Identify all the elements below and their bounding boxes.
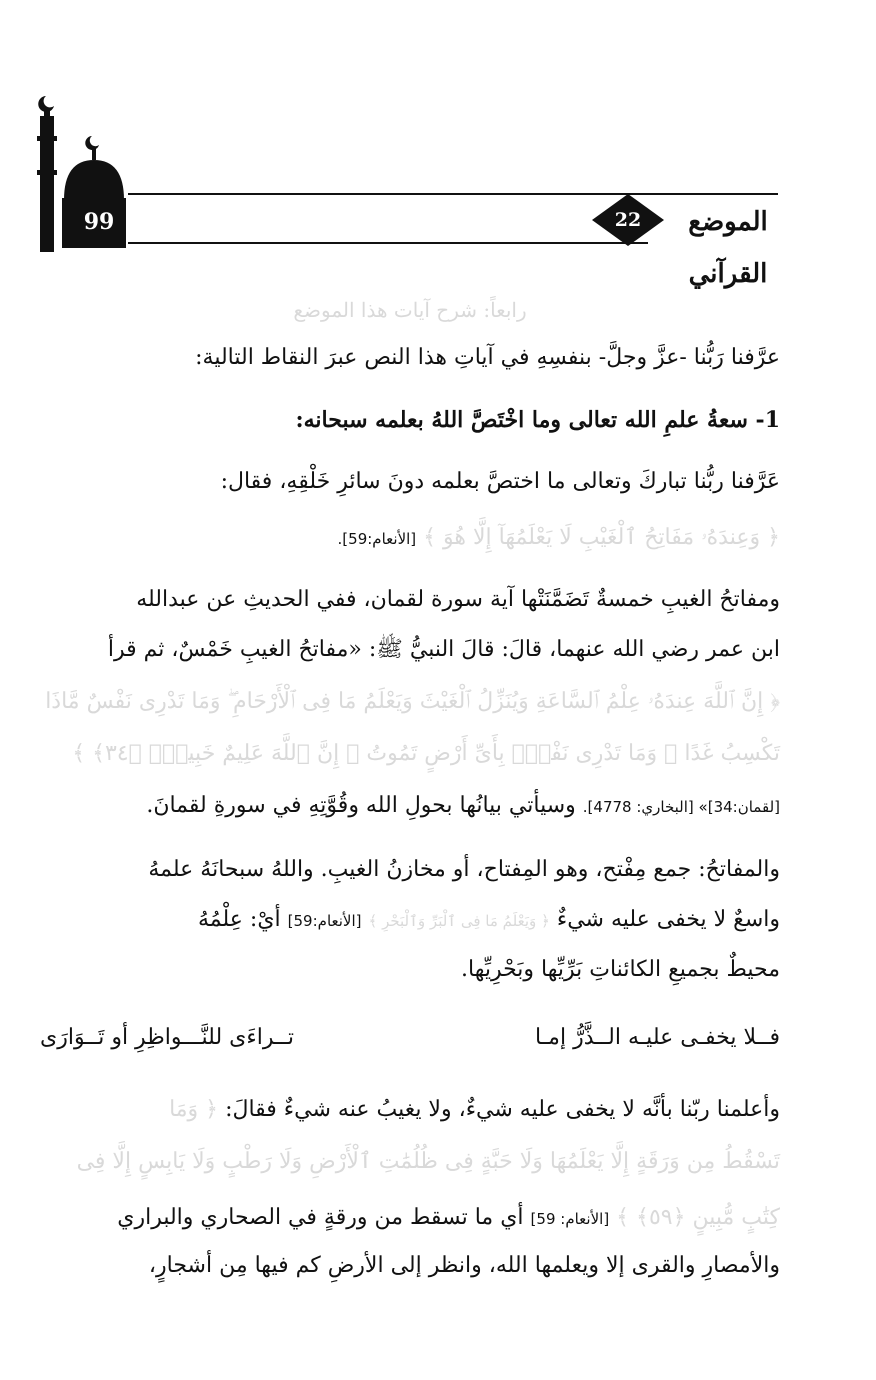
quran-verse: كِتَٰبٍ مُّبِينٍ ﴿٥٩﴾ ﴾ (616, 1205, 780, 1230)
quran-verse: ﴿ وَيَعْلَمُ مَا فِى ٱلْبَرِّ وَٱلْبَحْرِ ﴾ (368, 912, 550, 930)
poem-hemistich-left: تــراءَى للنَّـــواظِرِ أو تَــوَارَى (40, 1025, 294, 1050)
paragraph-text: وسيأتي بيانُها بحولِ الله وقُوَّتِهِ في سورةِ لقمانَ. (146, 793, 576, 818)
paragraph-line: عَرَّفنا ربُّنا تباركَ وتعالى ما اختصَّ بعلمه دونَ سائرِ خَلْقِهِ، فقال: (220, 469, 780, 494)
paragraph-line (40, 1198, 780, 1238)
page-header (0, 0, 876, 289)
quran-verse: ﴿ إِنَّ ٱللَّهَ عِندَهُۥ عِلْمُ ٱلسَّاعَةِ وَيُنَزِّلُ ٱلْغَيْثَ وَيَعْلَمُ مَا فِى ٱلْأَرْحَامِ ۖ وَمَا تَدْرِى نَفْسٌ مَّاذَا (45, 689, 780, 714)
quran-verse: تَكْسِبُ غَدًا ۖ وَمَا تَدْرِى نَفْسٌۢ بِأَىِّ أَرْضٍ تَمُوتُ ۚ إِنَّ ٱللَّهَ عَلِيمٌ خَبِيرٌۢ ﴿٣٤﴾ ﴾ (72, 741, 780, 766)
paragraph-line: محيطٌ بجميعِ الكائناتِ بَرِّيِّها وبَحْرِيِّها. (461, 957, 780, 982)
quran-verse: ﴿ وَعِندَهُۥ مَفَاتِحُ ٱلْغَيْبِ لَا يَعْلَمُهَآ إِلَّا هُوَ ﴾ (423, 525, 780, 550)
section-heading: رابعاً: شرح آيات هذا الموضع (293, 298, 527, 322)
paragraph-line (40, 786, 780, 826)
paragraph-line: والأمصارِ والقرى إلا ويعلمها الله، وانظر إلى الأرضِ كم فيها مِن أشجارٍ، (148, 1253, 780, 1278)
series-title: الموضع القرآني (688, 207, 768, 289)
paragraph-line: والمفاتحُ: جمع مِفْتح، وهو المِفتاح، أو مخازنُ الغيبِ. واللهُ سبحانَهُ علمهُ (148, 857, 780, 882)
poem-hemistich-right: فــلا يخفـى عليـه الــذَّرُّ إمـا (535, 1025, 780, 1050)
paragraph-text: واسعٌ لا يخفى عليه شيءٌ (556, 907, 780, 932)
paragraph-text: أي ما تسقط من ورقةٍ في الصحاري والبراري (117, 1205, 524, 1230)
header-rule-top (128, 193, 778, 195)
paragraph-text: وأعلمنا ربّنا بأنَّه لا يخفى عليه شيءٌ، ولا يغيبُ عنه شيءٌ فقالَ: (225, 1097, 780, 1122)
paragraph-line: ومفاتحُ الغيبِ خمسةٌ تَضَمَّنَتْها آية سورة لقمان، ففي الحديثِ عن عبدالله (136, 587, 780, 612)
paragraph-line: ابن عمر رضي الله عنهما، قالَ: قالَ النبيُّ ﷺ: «مفاتحُ الغيبِ خَمْسٌ، ثم قرأ (107, 637, 780, 662)
chapter-number: 22 (614, 209, 642, 231)
quran-verse: ﴿ وَمَا (169, 1097, 219, 1122)
paragraph-line (40, 900, 780, 940)
intro-paragraph: عرَّفنا رَبُّنا -عزَّ وجلَّ- بنفسِهِ في آياتِ هذا النص عبرَ النقاط التالية: (195, 345, 780, 370)
verse-reference: [الأنعام:59]. (337, 530, 417, 548)
quran-verse: تَسْقُطُ مِن وَرَقَةٍ إِلَّا يَعْلَمُهَا وَلَا حَبَّةٍ فِى ظُلُمَٰتِ ٱلْأَرْضِ وَلَا رَطْبٍ وَلَا يَابِسٍ إِلَّا فِى (76, 1149, 780, 1174)
poem-verse (40, 1018, 780, 1058)
paragraph-line (40, 518, 780, 558)
paragraph-text: أيْ: عِلْمُهُ (197, 907, 281, 932)
verse-reference: [الأنعام:59] (287, 912, 362, 930)
verse-reference: [لقمان:34]» [البخاري: 4778]. (582, 798, 780, 816)
verse-reference: [الأنعام: 59] (530, 1210, 610, 1228)
header-rule-bottom (128, 242, 648, 244)
point1-heading: 1- سعةُ علمِ الله تعالى وما اخْتَصَّ اللهُ بعلمه سبحانه: (295, 407, 780, 433)
paragraph-line (40, 1090, 780, 1130)
page-number: 99 (83, 209, 115, 235)
